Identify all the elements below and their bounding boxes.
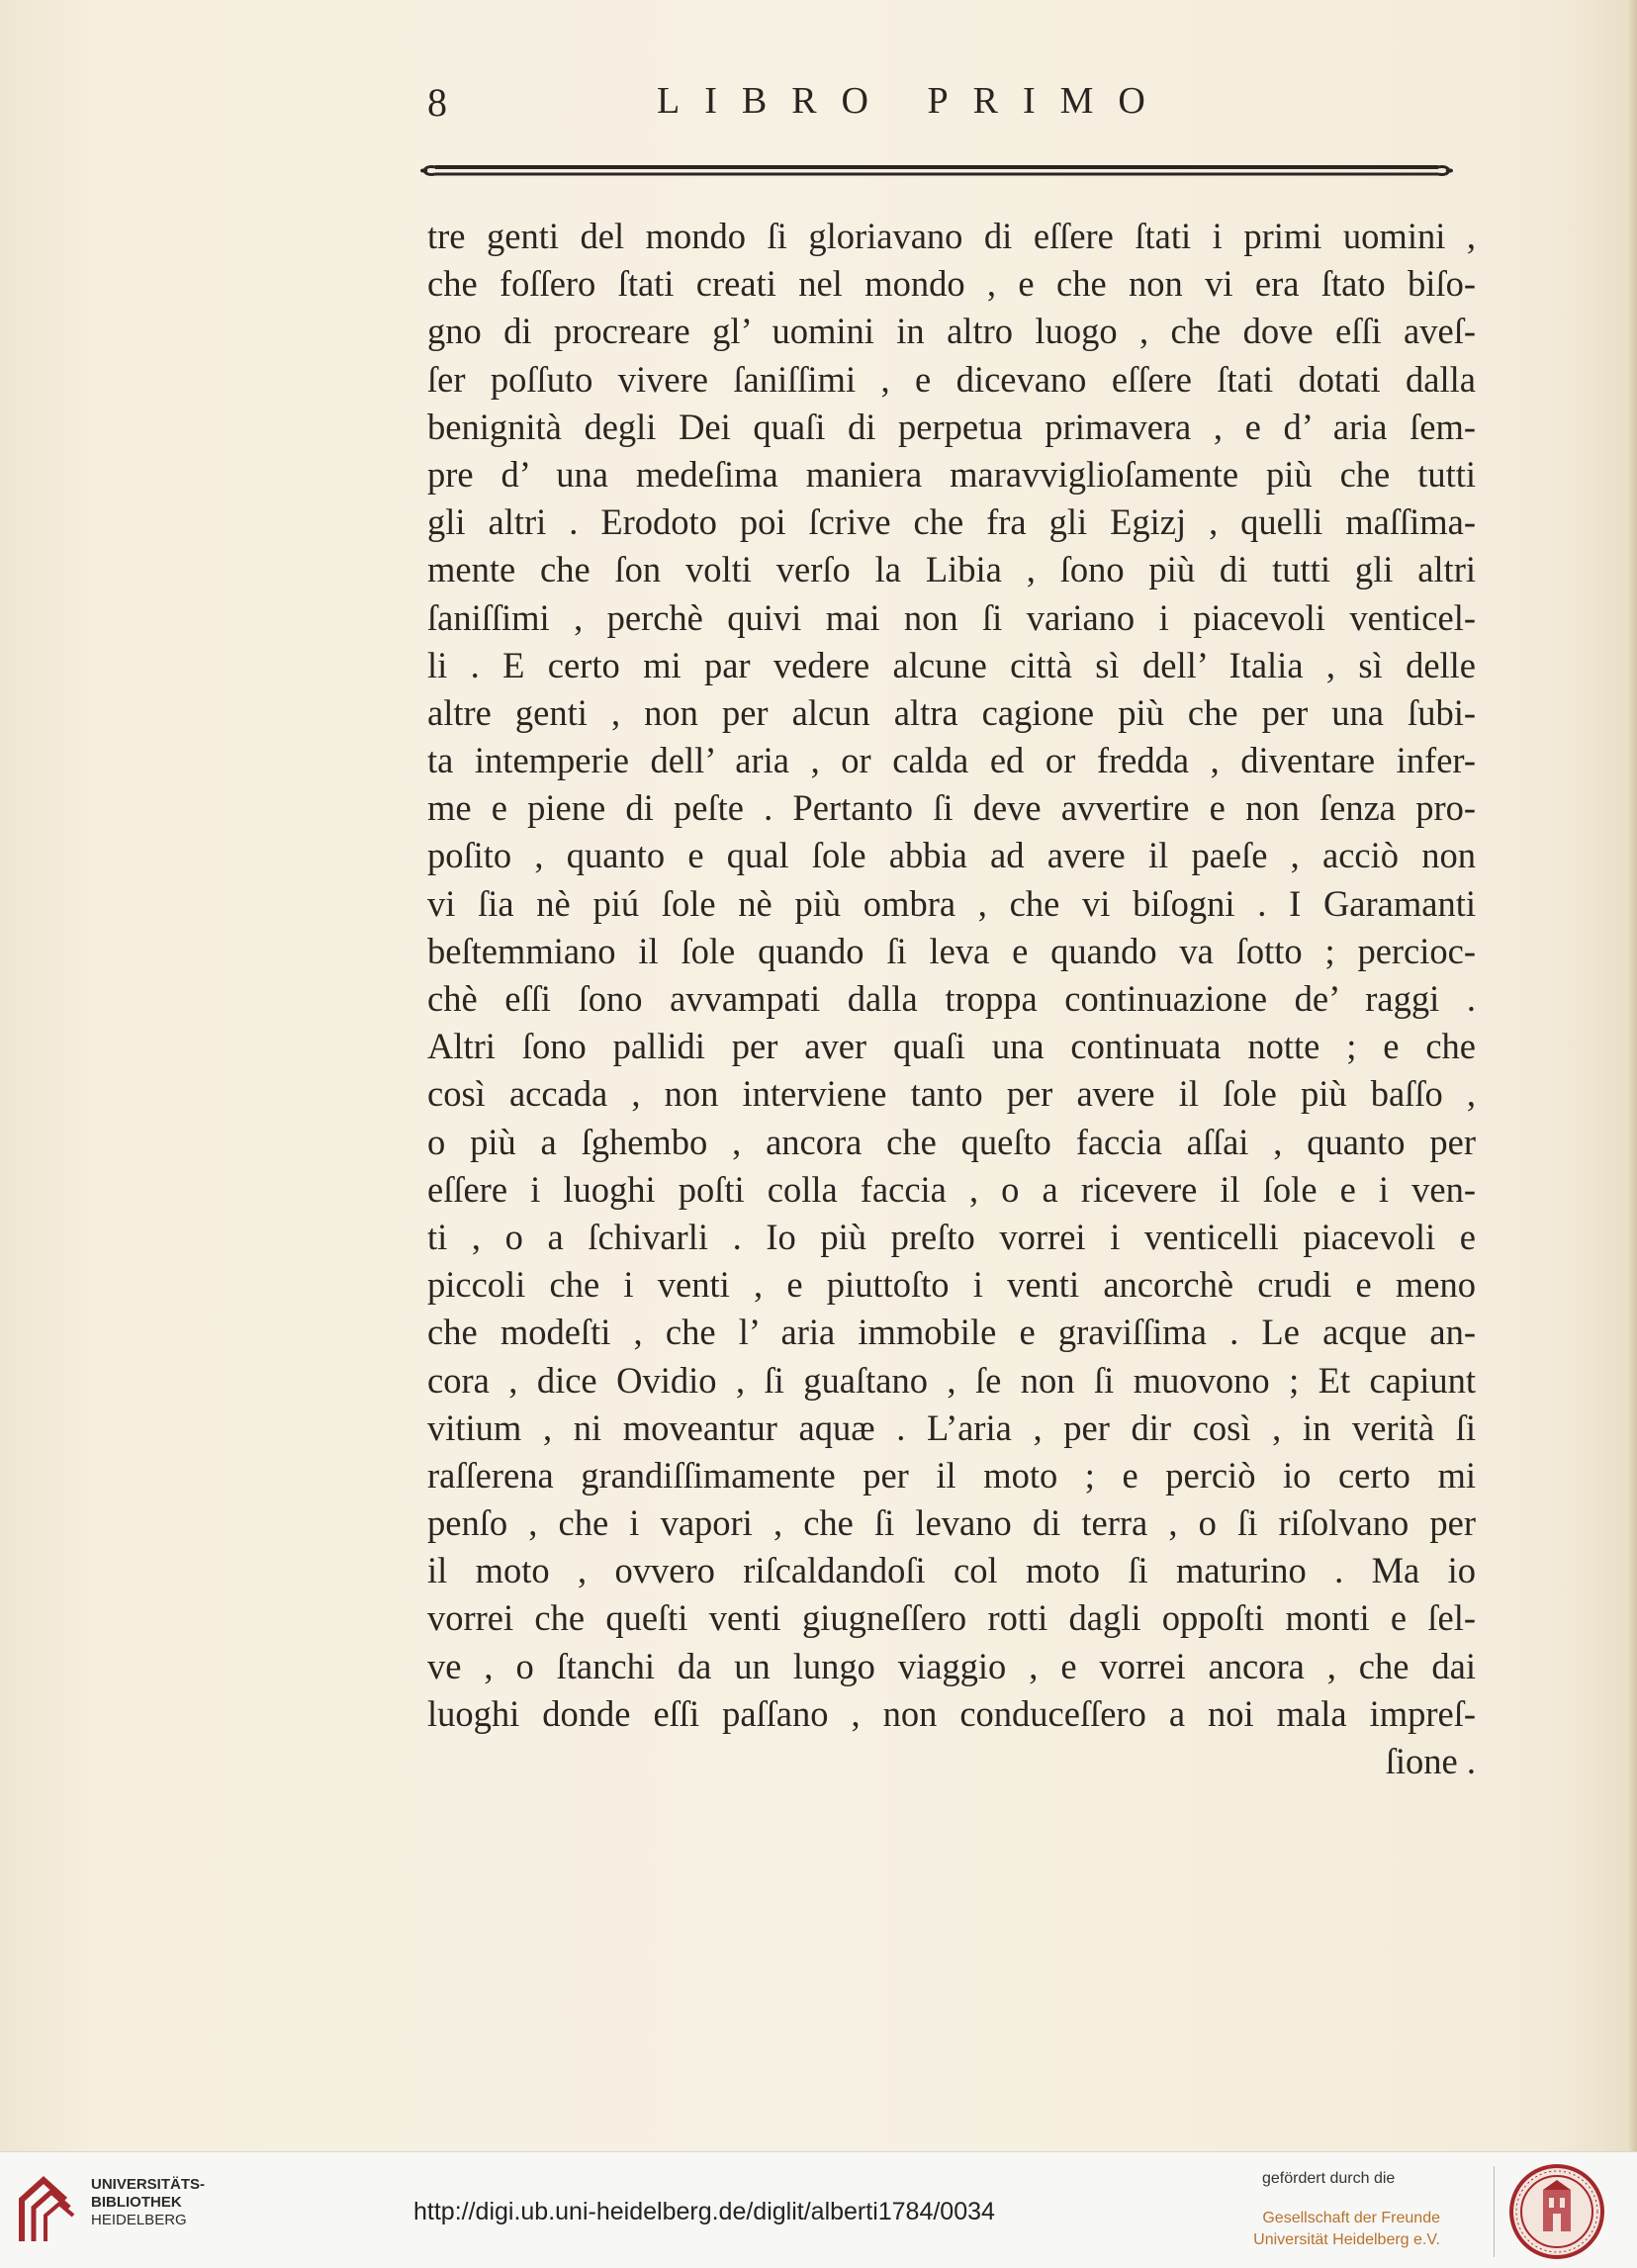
library-name xyxy=(91,2176,205,2229)
university-seal-icon xyxy=(1507,2162,1606,2261)
text-line: ve , o ſtanchi da un lungo viaggio , e vorrei ancora , che dai xyxy=(427,1645,1476,1686)
text-line: gli altri . Erodoto poi ſcrive che fra gli Egizj , quelli maſſima- xyxy=(427,501,1476,543)
text-line: il moto , ovvero riſcaldandoſi col moto ſi maturino . Ma io xyxy=(427,1550,1476,1591)
text-line: raſſerena grandiſſimamente per il moto ; e perciò io certo mi xyxy=(427,1454,1476,1496)
page-header xyxy=(427,79,1456,135)
running-head: LIBRO PRIMO xyxy=(657,80,1170,122)
library-name-line: BIBLIOTHEK xyxy=(91,2194,182,2211)
text-line: o più a ſghembo , ancora che queſto faccia aſſai , quanto per xyxy=(427,1121,1476,1162)
text-line: penſo , che i vapori , che ſi levano di terra , o ſi riſolvano per xyxy=(427,1502,1476,1544)
text-line: che modeſti , che l’ aria immobile e graviſſima . Le acque an- xyxy=(427,1312,1476,1353)
text-line: luoghi donde eſſi paſſano , non conduceſſero a noi mala impreſ- xyxy=(427,1692,1476,1734)
text-line: pre d’ una medeſima maniera maravviglioſamente più che tutti xyxy=(427,453,1476,495)
text-line: beſtemmiano il ſole quando ſi leva e quando va ſotto ; percioc- xyxy=(427,930,1476,971)
body-text xyxy=(427,213,1476,1785)
footer-divider xyxy=(1494,2166,1495,2257)
text-line: piccoli che i venti , e piuttoſto i venti ancorchè crudi e meno xyxy=(427,1264,1476,1306)
permalink-url[interactable]: http://digi.ub.uni-heidelberg.de/diglit/alberti1784/0034 xyxy=(413,2198,995,2225)
text-line: ti , o a ſchivarli . Io più preſto vorrei i venticelli piacevoli e xyxy=(427,1216,1476,1257)
text-line: tre genti del mondo ſi gloriavano di eſſere ſtati i primi uomini , xyxy=(427,216,1476,256)
text-line: vorrei che queſti venti giugneſſero rotti dagli oppoſti monti e ſel- xyxy=(427,1597,1476,1639)
digitization-footer xyxy=(0,2151,1637,2268)
text-line: Altri ſono pallidi per aver quaſi una continuata notte ; e che xyxy=(427,1026,1476,1067)
page-number: 8 xyxy=(427,80,447,125)
text-line: me e piene di peſte . Pertanto ſi deve avvertire e non ſenza pro- xyxy=(427,787,1476,829)
text-line: altre genti , non per alcun altra cagione più che per una ſubi- xyxy=(427,691,1476,733)
text-line: benignità degli Dei quaſi di perpetua primavera , e d’ aria ſem- xyxy=(427,406,1476,447)
text-line: eſſere i luoghi poſti colla faccia , o a ricevere il ſole e i ven- xyxy=(427,1168,1476,1210)
text-line: ſer poſſuto vivere ſaniſſimi , e dicevano eſſere ſtati dotati dalla xyxy=(427,358,1476,400)
text-line: cora , dice Ovidio , ſi guaſtano , ſe non ſi muovono ; Et capiunt xyxy=(427,1359,1476,1401)
text-line: vitium , ni moveantur aquæ . L’aria , per dir così , in verità ſi xyxy=(427,1406,1476,1448)
text-line: li . E certo mi par vedere alcune città sì dell’ Italia , sì delle xyxy=(427,644,1476,685)
text-line: gno di procreare gl’ uomini in altro luogo , che dove eſſi aveſ- xyxy=(427,311,1476,352)
text-line: ta intemperie dell’ aria , or calda ed or fredda , diventare infer- xyxy=(427,740,1476,781)
society-name-line: Gesellschaft der Freunde xyxy=(1262,2210,1440,2226)
text-line: poſito , quanto e qual ſole abbia ad avere il paeſe , acciò non xyxy=(427,835,1476,876)
text-line: che foſſero ſtati creati nel mondo , e che non vi era ſtato biſo- xyxy=(427,263,1476,305)
ornamental-rule xyxy=(417,158,1456,182)
society-name xyxy=(1213,2208,1440,2251)
text-line: ſaniſſimi , perchè quivi mai non ſi variano i piacevoli venticel- xyxy=(427,596,1476,638)
society-name-line: Universität Heidelberg e.V. xyxy=(1253,2231,1440,2248)
ub-heidelberg-logo-icon xyxy=(14,2172,79,2249)
page-edge xyxy=(1629,0,1637,2151)
funded-by-label: gefördert durch die xyxy=(1262,2170,1396,2187)
text-line: mente che ſon volti verſo la Libia , ſono più di tutti gli altri xyxy=(427,549,1476,590)
library-name-line: UNIVERSITÄTS- xyxy=(91,2176,206,2193)
text-line: vi ſia nè piú ſole nè più ombra , che vi biſogni . I Garamanti xyxy=(427,882,1476,924)
text-line: così accada , non interviene tanto per avere il ſole più baſſo , xyxy=(427,1073,1476,1115)
text-line-final: ſione . xyxy=(1385,1741,1476,1781)
library-name-line: HEIDELBERG xyxy=(91,2212,187,2228)
text-line: chè eſſi ſono avvampati dalla troppa continuazione de’ raggi . xyxy=(427,978,1476,1019)
